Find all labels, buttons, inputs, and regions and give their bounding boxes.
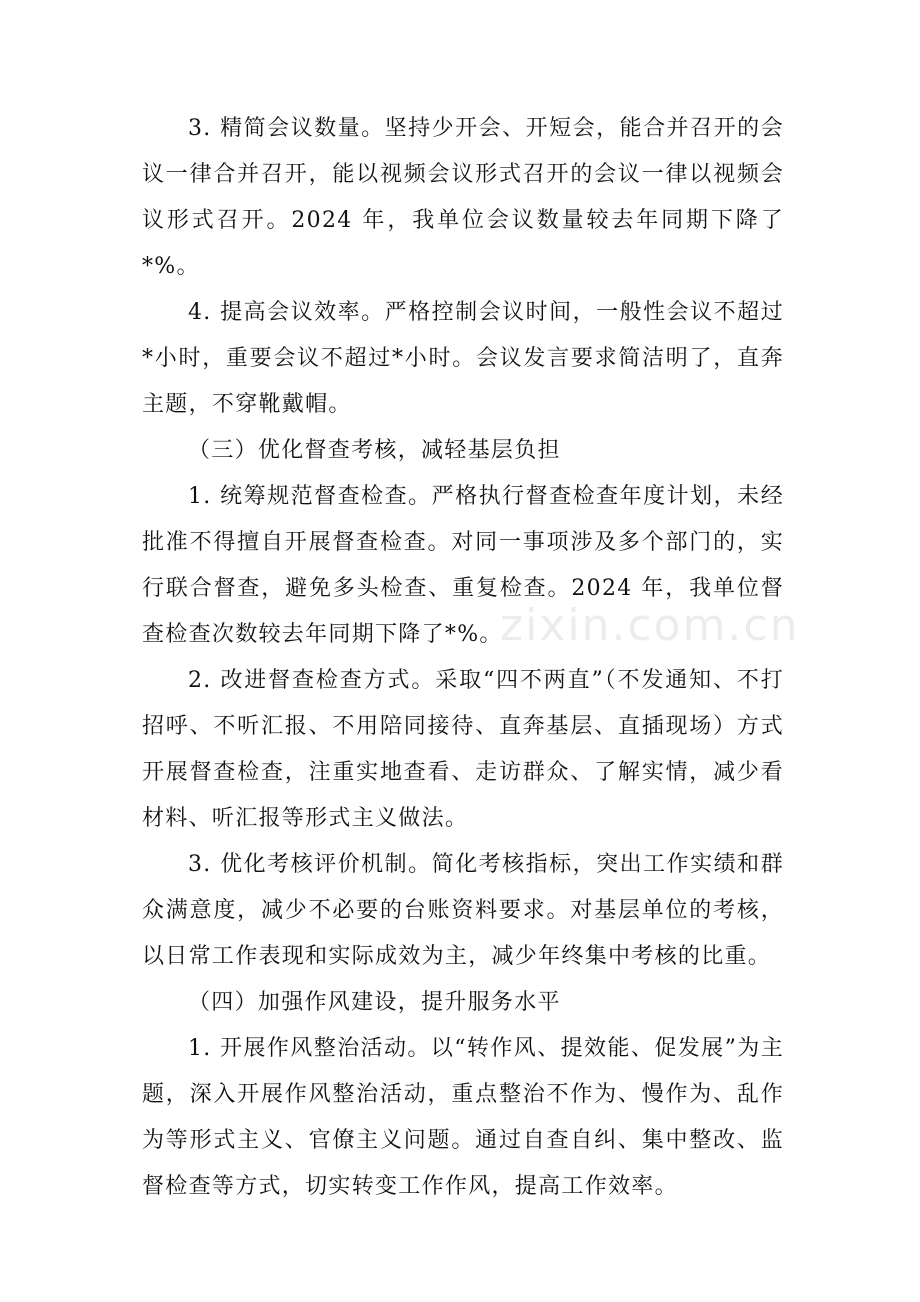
section-heading-3: （三）优化督查考核，减轻基层负担	[188, 438, 561, 463]
paragraph-meeting-count: 3. 精简会议数量。坚持少开会、开短会，能合并召开的会议一律合并召开，能以视频会议形式召开的会议一律以视频会议形式召开。2024 年，我单位会议数量较去年同期下降了*%。	[142, 116, 784, 279]
document-body	[142, 106, 784, 1210]
paragraph-style-rectification: 1. 开展作风整治活动。以“转作风、提效能、促发展”为主题，深入开展作风整治活动，重点整治不作为、慢作为、乱作为等形式主义、官僚主义问题。通过自查自纠、集中整改、监督检查等方式，切实转变工作作风，提高工作效率。	[142, 1036, 784, 1199]
paragraph-inspection-method: 2. 改进督查检查方式。采取“四不两直”（不发通知、不打招呼、不听汇报、不用陪同接待、直奔基层、直插现场）方式开展督查检查，注重实地查看、走访群众、了解实情，减少看材料、听汇报等形式主义做法。	[142, 668, 784, 831]
site-watermark: zixin.com.cn	[500, 600, 800, 651]
paragraph-evaluation-mechanism: 3. 优化考核评价机制。简化考核指标，突出工作实绩和群众满意度，减少不必要的台账资料要求。对基层单位的考核，以日常工作表现和实际成效为主，减少年终集中考核的比重。	[142, 852, 784, 969]
section-heading-4: （四）加强作风建设，提升服务水平	[188, 990, 561, 1015]
paragraph-inspection-standardize: 1. 统筹规范督查检查。严格执行督查检查年度计划，未经批准不得擅自开展督查检查。对同一事项涉及多个部门的，实行联合督查，避免多头检查、重复检查。2024 年，我单位督查检查次数较去年同期下降了*%。	[142, 484, 784, 647]
paragraph-meeting-efficiency: 4. 提高会议效率。严格控制会议时间，一般性会议不超过*小时，重要会议不超过*小时。会议发言要求简洁明了，直奔主题，不穿靴戴帽。	[142, 300, 784, 417]
